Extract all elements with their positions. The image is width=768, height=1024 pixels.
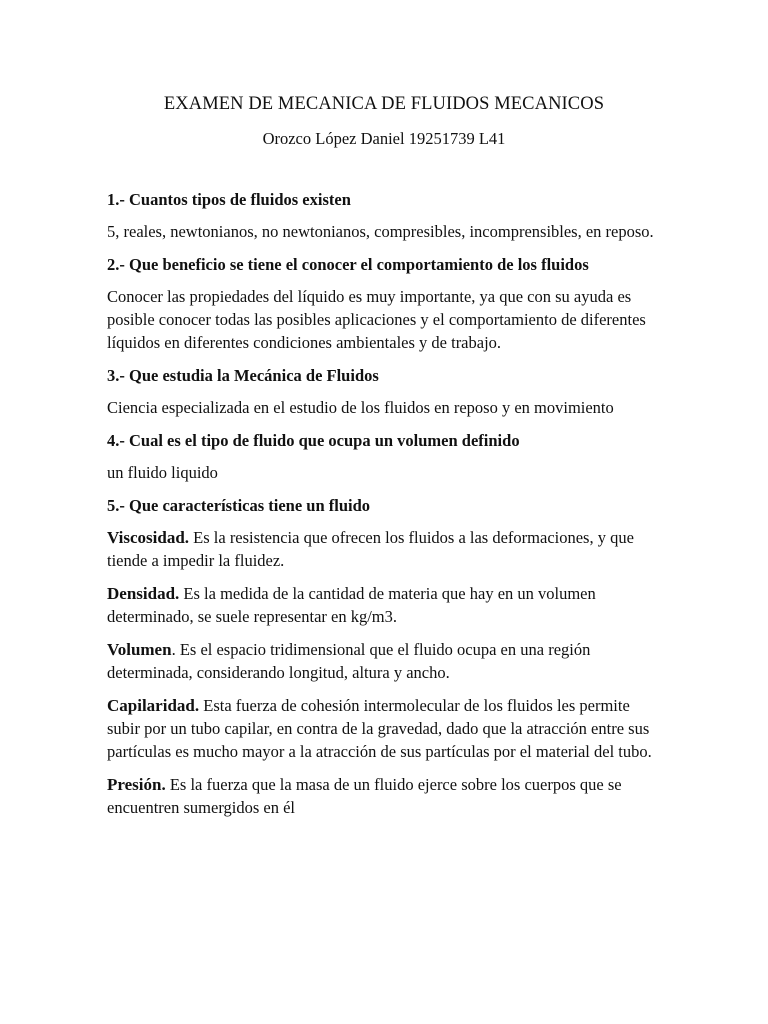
question-4: 4.- Cual es el tipo de fluido que ocupa un volumen definido [107,431,520,450]
term-densidad: Densidad. [107,584,180,603]
answer-3: Ciencia especializada en el estudio de los fluidos en reposo y en movimiento [107,398,614,417]
answer-4: un fluido liquido [107,463,218,482]
definition-volumen: . Es el espacio tridimensional que el fluido ocupa en una región determinada, considerando longitud, altura y ancho. [107,640,591,682]
definition-presion: Es la fuerza que la masa de un fluido ejerce sobre los cuerpos que se encuentren sumergidos en él [107,775,622,817]
characteristic-presion [107,773,655,819]
term-viscosidad: Viscosidad. [107,528,190,547]
characteristic-volumen [107,638,655,684]
question-2: 2.- Que beneficio se tiene el conocer el comportamiento de los fluidos [107,255,589,274]
document-author: Orozco López Daniel 19251739 L41 [262,129,506,148]
characteristic-viscosidad [107,526,655,572]
term-capilaridad: Capilaridad. [107,696,200,715]
definition-viscosidad: Es la resistencia que ofrecen los fluidos a las deformaciones, y que tiende a impedir la fluidez. [107,528,634,570]
document-title: EXAMEN DE MECANICA DE FLUIDOS MECANICOS [163,94,605,114]
term-presion: Presión. [107,775,166,794]
document-content [107,188,655,829]
answer-1: 5, reales, newtonianos, no newtonianos, compresibles, incomprensibles, en reposo. [107,222,654,241]
question-1: 1.- Cuantos tipos de fluidos existen [107,190,351,209]
term-volumen: Volumen [107,640,172,659]
characteristic-capilaridad [107,694,655,763]
question-3: 3.- Que estudia la Mecánica de Fluidos [107,366,379,385]
characteristic-densidad [107,582,655,628]
answer-2: Conocer las propiedades del líquido es muy importante, ya que con su ayuda es posible conocer todas las posibles aplicaciones y el comportamiento de diferentes líquidos en diferentes condiciones ambientales y de trabajo. [107,287,646,352]
definition-densidad: Es la medida de la cantidad de materia que hay en un volumen determinado, se suele representar en kg/m3. [107,584,596,626]
question-5: 5.- Que características tiene un fluido [107,496,371,515]
definition-capilaridad: Esta fuerza de cohesión intermolecular de los fluidos les permite subir por un tubo capilar, en contra de la gravedad, dado que la atracción entre sus partículas es mucho mayor a la atracción de sus partículas por el material del tubo. [107,696,652,761]
